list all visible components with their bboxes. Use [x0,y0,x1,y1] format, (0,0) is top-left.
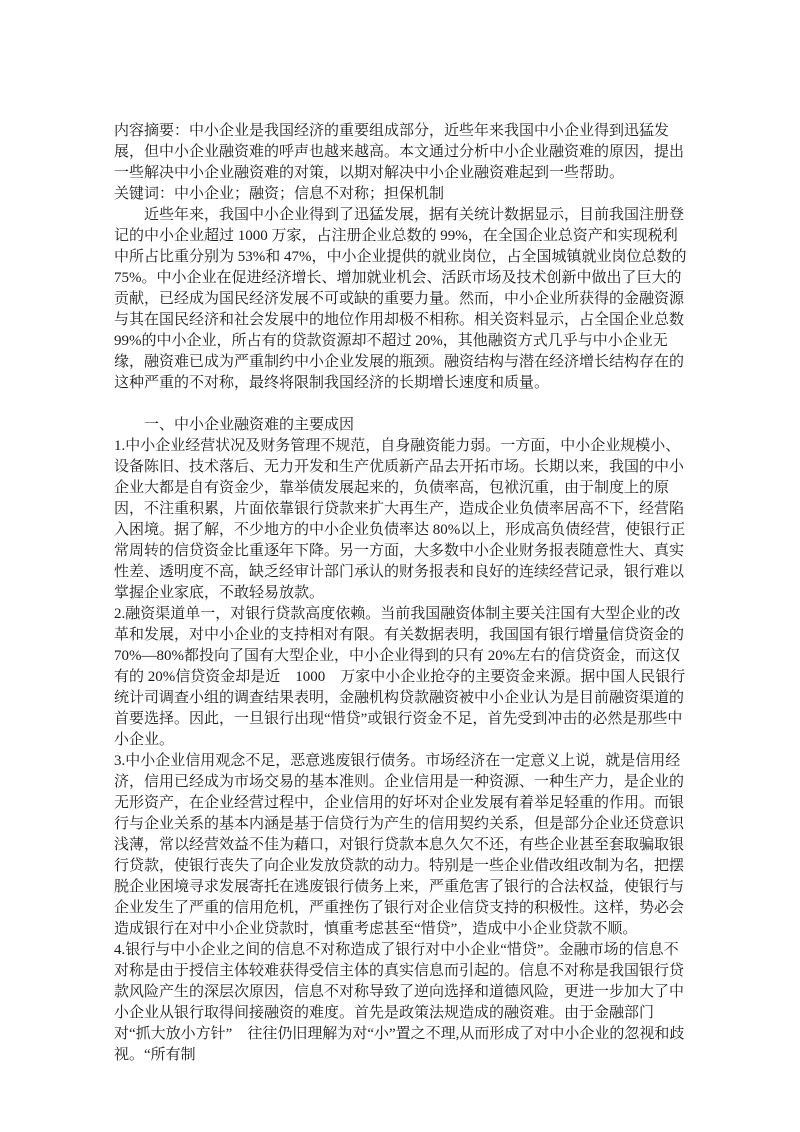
cause-paragraph-1: 1.中小企业经营状况及财务管理不规范，自身融资能力弱。一方面，中小企业规模小、设备陈旧、技术落后、无力开发和生产优质新产品去开拓市场。长期以来，我国的中小企业大都是自有资金少，靠举债发展起来的，负债率高，包袱沉重，由于制度上的原因，不注重积累，片面依靠银行贷款来扩大再生产，造成企业负债率居高不下，经营陷入困境。据了解，不少地方的中小企业负债率达 80%以上，形成高负债经营，使银行正常周转的信贷资金比重逐年下降。另一方面，大多数中小企业财务报表随意性大、真实性差、透明度不高，缺乏经审计部门承认的财务报表和良好的连续经营记录，银行难以掌握企业家底，不敢轻易放款。 [114,438,686,601]
cause-paragraph-2: 2.融资渠道单一，对银行贷款高度依赖。当前我国融资体制主要关注国有大型企业的改革和发展，对中小企业的支持相对有限。有关数据表明，我国国有银行增量信贷资金的70%—80%都投向了国有大型企业，中小企业得到的只有 20%左右的信贷资金，而这仅有的 20%信贷资金却是近 1000 万家中小企业抢夺的主要资金来源。据中国人民银行统计司调查小组的调查结果表明，金融机构贷款融资被中小企业认为是目前融资渠道的首要选择。因此，一旦银行出现“惜贷”或银行资金不足，首先受到冲击的必然是那些中小企业。 [114,606,686,748]
section-heading: 一、中小企业融资难的主要成因 [144,417,355,433]
cause-paragraph-4-truncated: 4.银行与中小企业之间的信息不对称造成了银行对中小企业“惜贷”。金融市场的信息不对称是由于授信主体较难获得受信主体的真实信息而引起的。信息不对称是我国银行贷款风险产生的深层次原因，信息不对称导致了逆向选择和道德风险，更进一步加大了中小企业从银行取得间接融资的难度。首先是政策法规造成的融资难。由于金融部门对“抓大放小方针” 往往仍旧理解为对“小”置之不理,从而形成了对中小企业的忽视和歧视。“所有制 [114,942,685,1063]
document-body [114,121,688,1066]
keywords-line: 关键词：中小企业；融资；信息不对称；担保机制 [114,186,445,202]
intro-paragraph: 近些年来，我国中小企业得到了迅猛发展，据有关统计数据显示，目前我国注册登记的中小企业超过 1000 万家，占注册企业总数的 99%，在全国企业总资产和实现税利中所占比重分别为 53%和 47%，中小企业提供的就业岗位，占全国城镇就业岗位总数的 75%。中小企业在促进经济增长、增加就业机会、活跃市场及技术创新中做出了巨大的贡献，已经成为国民经济发展不可或缺的重要力量。然而，中小企业所获得的金融资源与其在国民经济和社会发展中的地位作用却极不相称。相关资料显示，占全国企业总数 99%的中小企业，所占有的贷款资源却不超过 20%，其他融资方式几乎与中小企业无缘，融资难已成为严重制约中小企业发展的瓶颈。融资结构与潜在经济增长结构存在的这种严重的不对称，最终将限制我国经济的长期增长速度和质量。 [114,207,687,391]
abstract-paragraph: 内容摘要：中小企业是我国经济的重要组成部分，近些年来我国中小企业得到迅猛发展，但中小企业融资难的呼声也越来越高。本文通过分析中小企业融资难的原因，提出一些解决中小企业融资难的对策，以期对解决中小企业融资难起到一些帮助。 [114,123,685,181]
cause-paragraph-3: 3.中小企业信用观念不足，恶意逃废银行债务。市场经济在一定意义上说，就是信用经济，信用已经成为市场交易的基本准则。企业信用是一种资源、一种生产力，是企业的无形资产，在企业经营过程中，企业信用的好坏对企业发展有着举足轻重的作用。而银行与企业关系的基本内涵是基于信贷行为产生的信用契约关系，但是部分企业还贷意识浅薄，常以经营效益不佳为藉口，对银行贷款本息久欠不还，有些企业甚至套取骗取银行贷款，使银行丧失了向企业发放贷款的动力。特别是一些企业借改组改制为名，把摆脱企业困境寻求发展寄托在逃废银行债务上来，严重危害了银行的合法权益，使银行与企业发生了严重的信用危机，严重挫伤了银行对企业信贷支持的积极性。这样，势必会造成银行在对中小企业贷款时，慎重考虑甚至“惜贷”，造成中小企业贷款不顺。 [114,753,685,937]
blank-line [114,394,688,415]
